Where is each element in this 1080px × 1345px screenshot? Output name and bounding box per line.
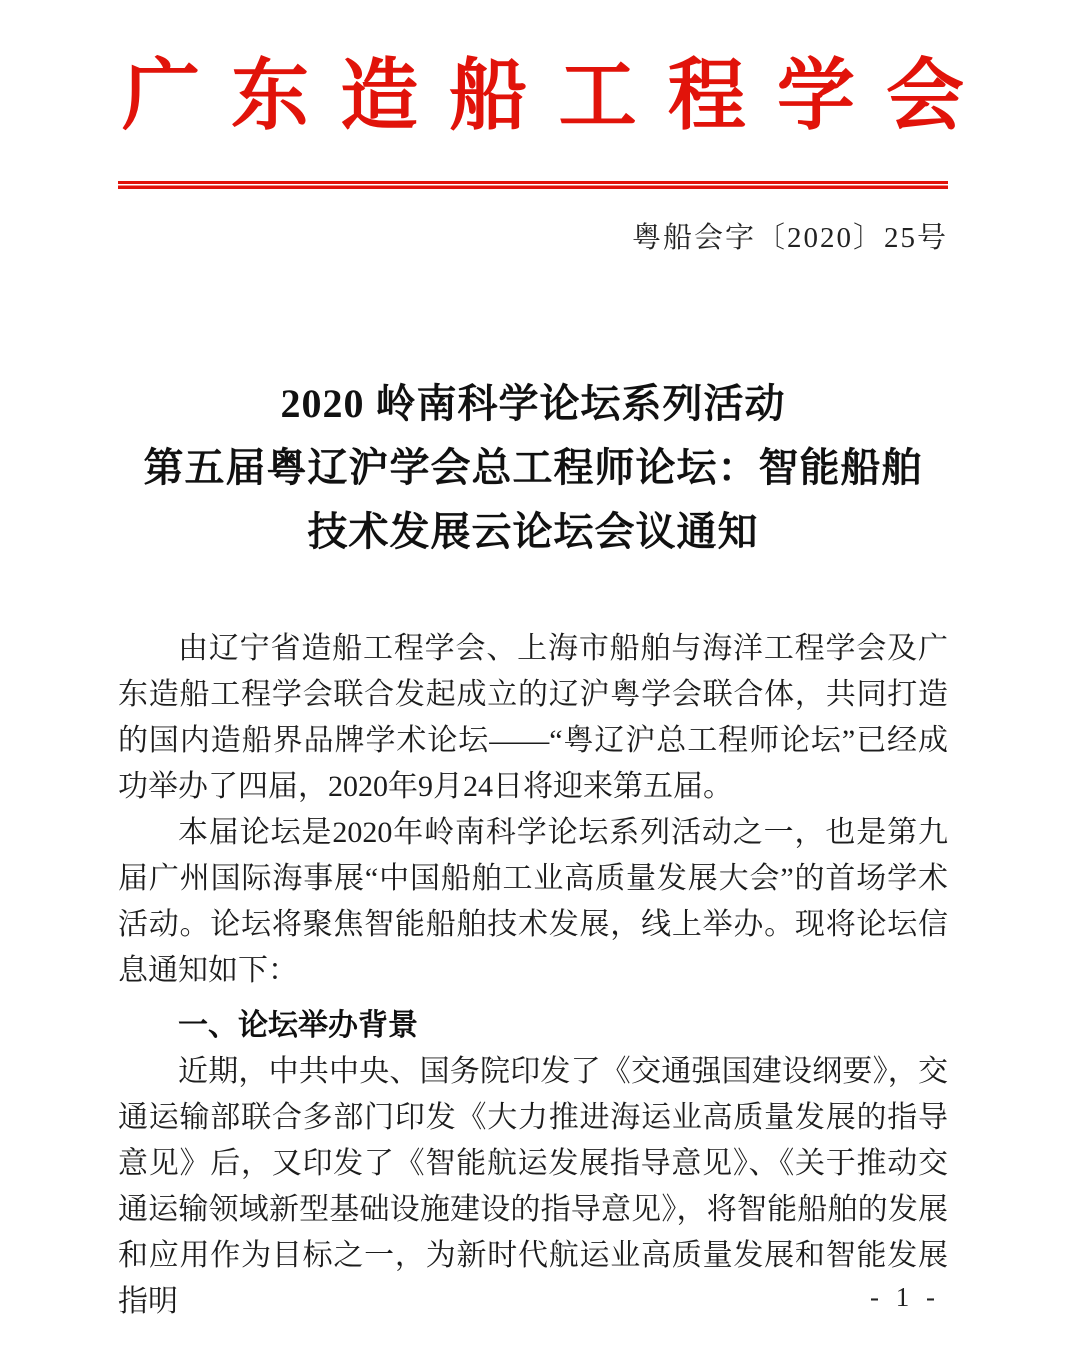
document-title: [118, 372, 948, 564]
title-line-3: 技术发展云论坛会议通知: [307, 509, 759, 555]
body-paragraph-2: 本届论坛是2020年岭南科学论坛系列活动之一，也是第九届广州国际海事展“中国船舶工业高质量发展大会”的首场学术活动。论坛将聚焦智能船舶技术发展，线上举办。现将论坛信息通知如下：: [118, 816, 948, 988]
document-reference-number: 粤船会字〔2020〕25号: [631, 222, 948, 255]
letterhead-divider-rule: [118, 181, 948, 189]
title-line-2: 第五届粤辽沪学会总工程师论坛：智能船舶: [143, 445, 923, 491]
title-line-1: 2020 岭南科学论坛系列活动: [280, 381, 786, 427]
body-paragraph-3: 近期，中共中央、国务院印发了《交通强国建设纲要》，交通运输部联合多部门印发《大力推进海运业高质量发展的指导意见》后，又印发了《智能航运发展指导意见》、《关于推动交通运输领域新型基础设施建设的指导意见》，将智能船舶的发展和应用作为目标之一，为新时代航运业高质量发展和智能发展指明: [118, 1055, 948, 1319]
body-paragraph-1: 由辽宁省造船工程学会、上海市船舶与海洋工程学会及广东造船工程学会联合发起成立的辽沪粤学会联合体，共同打造的国内造船界品牌学术论坛——“粤辽沪总工程师论坛”已经成功举办了四届，2020年9月24日将迎来第五届。: [118, 632, 948, 804]
document-body: [118, 626, 948, 1325]
organization-name: 广东造船工程学会: [122, 52, 964, 139]
page-number: - 1 -: [870, 1282, 940, 1312]
section-heading-background: 一、论坛举办背景: [178, 1009, 418, 1043]
